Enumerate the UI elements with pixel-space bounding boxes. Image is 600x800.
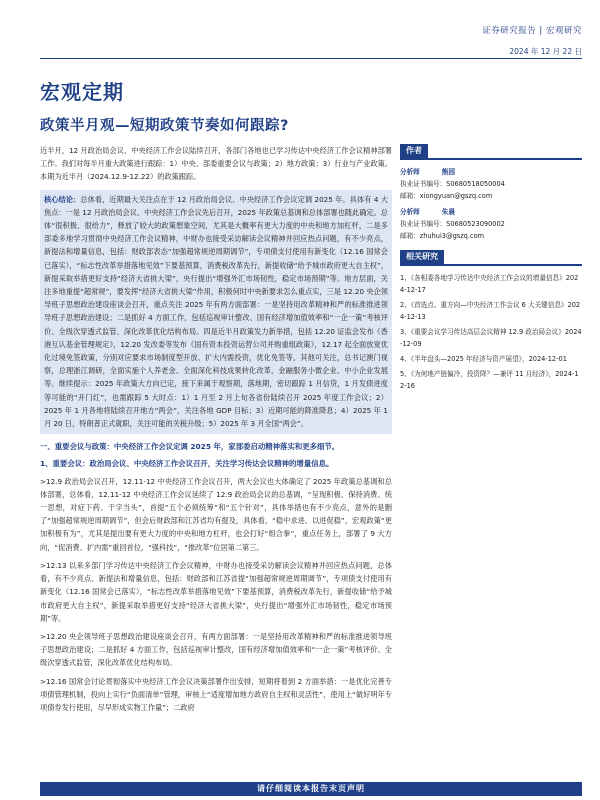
related-heading-bar: [400, 250, 582, 266]
analyst-name: 朱晨: [441, 208, 455, 216]
report-header: [482, 24, 582, 57]
core-conclusion-text: 总体看，近期最大关注点在于 12 月政治局会议、中央经济工作会议定调 2025 年。具体有 4 大焦点：一是 12 月政治局会议、中央经济工作会议先后召开，2025 年政策总基调和总体部署也随此确定。总体“很积极、很给力”，释放了较大的政策想象空间，尤其是大概率有更大力度的中央和地方加杠杆，二是多部委多地学习贯彻中央经济工作会议精神，中财办也接受采访解读会议精神并回应热点问题，有不少亮点，新提法和增量信息，包括：财政部表态“加强超常规逆周期调节”，专项债支付使用有新变化（12.16 国常会已落实），“标志性改革举措落地见效”下要基预算，消费税改革先行，新提收储“给予城市政府更大自主权”，新提采取举措更好支持“经济大省挑大梁”，央行提出“增强外汇市场韧性，稳定市场预期”等。地方层面，关注多地重提“超常规”，要发挥“经济大省挑大梁”作用，积极何时中央新要求怎么重点实，三是 12.20 央企领导班子思想政治建设座谈会召开，重点关注 2025 年有两方面部署：一是坚持用改革精神和严的标准推进领导班子思想政治建设；二是抓好 4 方面工作，包括巡视审计整改、国有经济增加值效率和“一企一策”考核评价、全级次穿透式监管、深化改革优化结构布局。四是近半月政策发力新举措，包括 12.20 证监会发布《香港互认基金管理规定》，12.20 发改委等发布《国有资本投资运营公司并购重组政策》，12.17 起全面放宽优化过境免签政策，分别对应要求市场制度型开放、扩大内需投资，优化免签等，其他可关注，总书记澳门视察，总理浙江调研，全面实施个人养老金、全面深化科技成果转化改革，金融服务小微企业、中小企业发展等。继续提示：2025 年政策大方向已定，接下来属于观察期，落地期，密切跟踪 1 月信贷，1 月发债进度等可能的“开门红”，也需跟踪 5 大时点：1）1 月至 2 月上旬各省份陆续召开 2025 年度工作会议；2）2025 年 1 月各地将陆续召开地方“两会”，关注各地 GDP 目标；3）近期可能的降准降息；4）2025 年 1 月 20 日，特朗普正式就职，关注可能的关税升级；5）2025 年 3 月全国“两会”。: [44, 194, 388, 429]
analyst-name-row: [400, 206, 582, 218]
report-category: 宏观定期: [40, 80, 124, 104]
authors-heading-bar: [400, 144, 582, 160]
analyst-license: 执业证书编号：S0680523090002: [400, 220, 505, 228]
analyst-name: 熊园: [441, 168, 455, 176]
analyst-email[interactable]: 邮箱：xiongyuan@gszq.com: [400, 192, 493, 200]
related-research-item[interactable]: 5、《为何地产链偏冷，投资降？—兼评 11 月经济》，2024-12-16: [400, 370, 579, 390]
analyst-email[interactable]: 邮箱：zhuhui3@gszq.com: [400, 232, 485, 240]
section-heading: 一、重要会议与政策：中央经济工作会议定调 2025 年，家部委启动精神落实和更多细节。: [40, 442, 340, 452]
intro-paragraph: 近半月，12 月政治局会议、中央经济工作会议陆续召开，各部门各地也已学习传达中央经济工作会议精神部署工作。我们对每半月重大政策进行跟踪：1）中央、部委重要会议与政策；2）地方政策；3）行业与产业政策。本期为近半月（2024.12.9-12.22）的政策跟踪。: [40, 146, 392, 182]
sidebar: [400, 144, 582, 395]
core-conclusion-block: [40, 190, 392, 435]
related-research-item[interactable]: 2、《首选点、重方向—中央经济工作会议 6 大关键信息》2024-12-13: [400, 301, 581, 321]
footer-disclaimer: 请仔细阅读本报告末页声明: [40, 782, 582, 796]
bullet-paragraph: >12.16 国常会讨论贯彻落实中央经济工作会议决策部署作出安排，短期将着到 2 方面举措：一是优化完善专项债管理机制，投向上实行“负面清单”管理，审核上“适度增加地方政府自主权和灵活性”，使用上“做好明年专项债券发行使用，尽早形成实物工作量”；二政府: [40, 676, 392, 712]
section-subheading: 1、重要会议：政治局会议、中央经济工作会议召开，关注学习传达会议精神的增量信息。: [40, 459, 334, 469]
related-research-item[interactable]: 1、《各相委各地学习传达中央经济工作会议的增量信息》2024-12-17: [400, 274, 579, 294]
bullet-paragraph: >12.20 央企领导班子思想政治建设座谈会召开，有两方面部署：一是坚持用改革精神和严的标准推进领导班子思想政治建设；二是抓好 4 方面工作，包括巡视审计整改，国有经济增加值效率和“一企一策”考核评价、全级次穿透式监管，深化改革优化结构布局。: [40, 631, 392, 668]
analyst-license: 执业证书编号：S0680518050004: [400, 180, 505, 188]
report-date: 2024 年 12 月 22 日: [509, 47, 582, 56]
report-type: 证券研究报告 | 宏观研究: [482, 26, 582, 36]
core-conclusion: [44, 193, 388, 431]
analyst-role: 分析师: [400, 168, 420, 176]
analyst-card: [400, 166, 582, 202]
analyst-name-row: [400, 166, 582, 178]
authors-heading: 作者: [400, 144, 428, 158]
main-content: [40, 144, 392, 719]
bullet-paragraph: >12.13 以来多部门学习传达中央经济工作会议精神，中财办也接受采访解读会议精神并回应热点问题，总体看，有不少亮点、新提法和增量信息，包括：财政部和江苏省提“加强超常规逆周期调节”，专项债支付使用有新变化（12.16 国常会已落实），“标志性改革举措落地见效”下要基预算，消费税改革先行，新提收储“给予城市政府更大自主权”，新提采取举措更好支持“经济大省挑大梁”，央行提出“增强外汇市场韧性，稳定市场预期”等。: [40, 560, 392, 623]
related-research-item[interactable]: 4、《半年盘头—2025 年经济与资产展望》，2024-12-01: [400, 355, 567, 363]
related-research-heading: 相关研究: [400, 250, 444, 264]
header-divider: [40, 58, 582, 59]
analyst-card: [400, 206, 582, 242]
report-title: 政策半月观—短期政策节奏如何跟踪?: [40, 118, 289, 134]
related-research-item[interactable]: 3、《重要会议学习传达高层会议精神 12.9 政治局会议》2024-12-09: [400, 328, 582, 348]
analyst-role: 分析师: [400, 208, 420, 216]
bullet-paragraph: >12.9 政治局会议召开，12.11-12 中央经济工作会议召开，两大会议也大体确定了 2025 年政策总基调和总体部署，总体看，12.11-12 中央经济工作会议延续了 12.9 政治局会议的总基调，“呈现积极、保持消费、统一思想，对症下药、干字当头”，首提“五个必须统筹”和“五个针对”，具体举措也有不少亮点，意外的是删了“加强超常规逆周期调节”，但会后财政部和江苏省均有提及，具体看，“稳中求进、以进促稳”，宏观政策“更加积极有为”，尤其是提出要有更大力度的中央和地方杠杆，也会打好“组合拳”，重点任务上，部署了 9 大方向，“促消费、扩内需”重回首位，“强科技”，“推改革”位居第二第三。: [40, 476, 392, 552]
core-conclusion-label: 核心结论：: [44, 194, 81, 204]
